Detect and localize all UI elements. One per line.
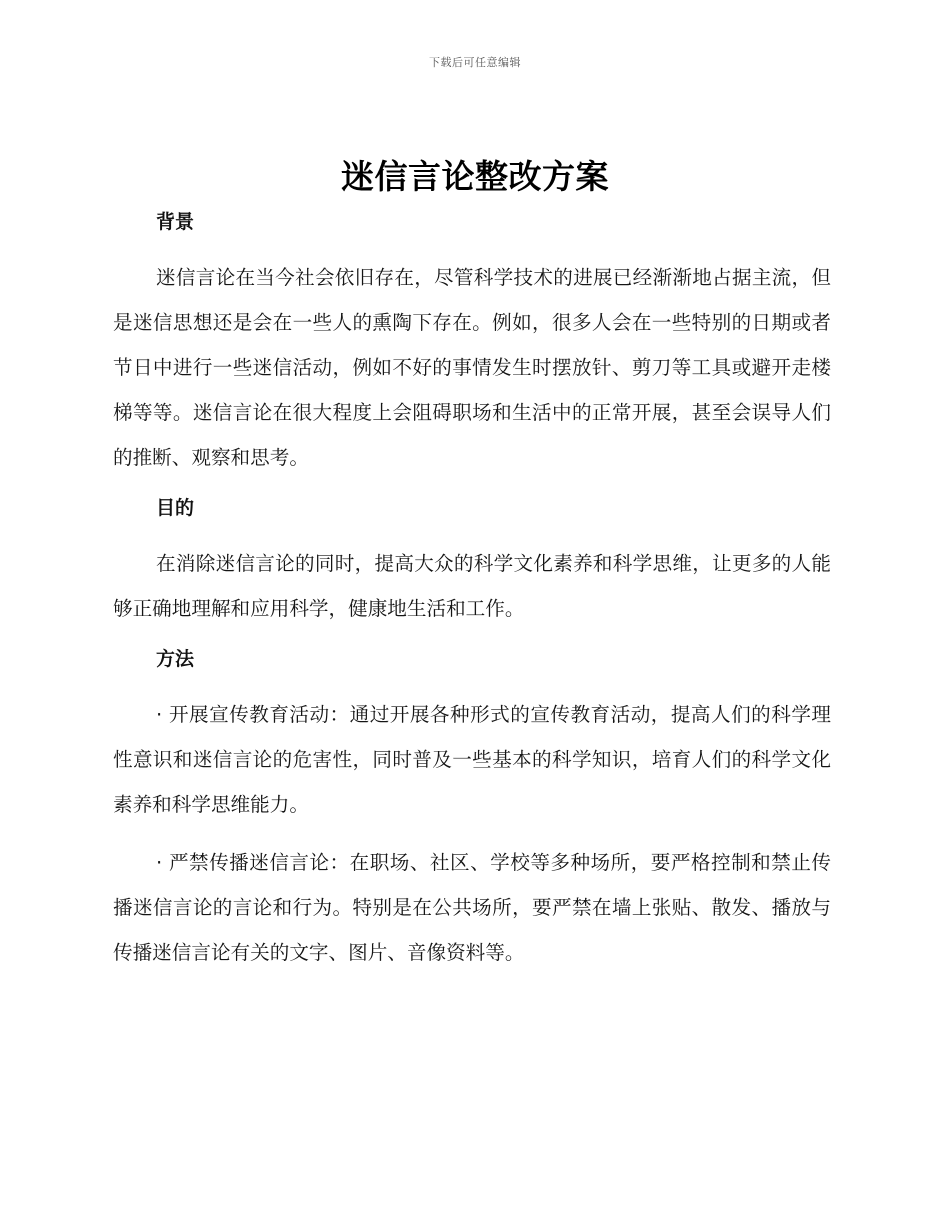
section-heading-purpose: 目的 xyxy=(156,497,195,519)
method-item-ban-superstition: · 严禁传播迷信言论：在职场、社区、学校等多种场所，要严格控制和禁止传播迷信言论的言论和行为。特别是在公共场所，要严禁在墙上张贴、散发、播放与传播迷信言论有关的文字、图片、音像资料等。 xyxy=(113,851,831,964)
section-heading-background: 背景 xyxy=(156,211,195,233)
document-title: 迷信言论整改方案 xyxy=(341,157,609,196)
method-item-publicity-education: · 开展宣传教育活动：通过开展各种形式的宣传教育活动，提高人们的科学理性意识和迷信言论的危害性，同时普及一些基本的科学知识，培育人们的科学文化素养和科学思维能力。 xyxy=(113,703,831,816)
page-header-note: 下载后可任意编辑 xyxy=(429,56,521,69)
section-heading-methods: 方法 xyxy=(156,648,195,670)
document-body xyxy=(113,204,831,975)
purpose-paragraph: 在消除迷信言论的同时，提高大众的科学文化素养和科学思维，让更多的人能够正确地理解和应用科学，健康地生活和工作。 xyxy=(113,552,831,620)
background-paragraph: 迷信言论在当今社会依旧存在，尽管科学技术的进展已经渐渐地占据主流，但是迷信思想还是会在一些人的熏陶下存在。例如，很多人会在一些特别的日期或者节日中进行一些迷信活动，例如不好的事情发生时摆放针、剪刀等工具或避开走楼梯等等。迷信言论在很大程度上会阻碍职场和生活中的正常开展，甚至会误导人们的推断、观察和思考。 xyxy=(113,266,831,469)
